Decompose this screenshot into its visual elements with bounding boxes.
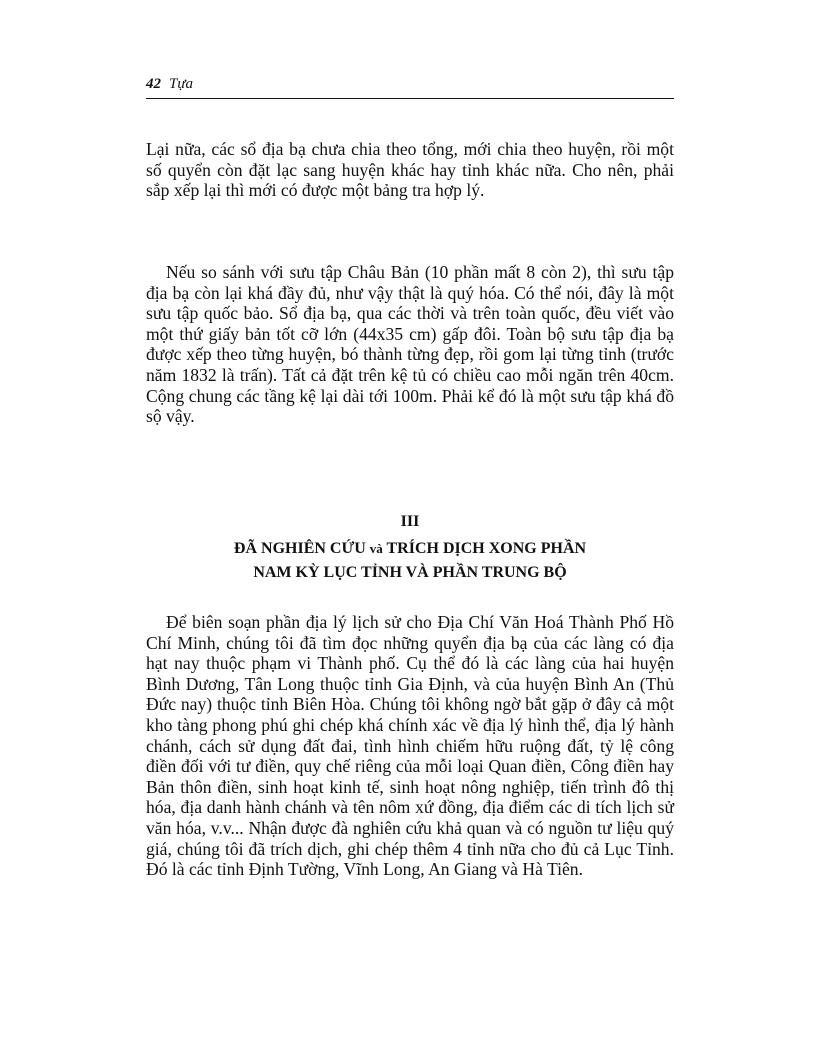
paragraph-2: Nếu so sánh với sưu tập Châu Bản (10 phần mất 8 còn 2), thì sưu tập địa bạ còn lại khá đầy đủ, như vậy thật là quý hóa. Có thể nói, đây là một sưu tập quốc bảo. Sổ địa bạ, qua các thời và trên toàn quốc, đều viết vào một thứ giấy bản tốt cỡ lớn (44x35 cm) gấp đôi. Toàn bộ sưu tập địa bạ được xếp theo từng huyện, bó thành từng đẹp, rồi gom lại từng tỉnh (trước năm 1832 là trấn). Tất cả đặt trên kệ tủ có chiều cao mỗi ngăn trên 40cm. Cộng chung các tầng kệ lại dài tới 100m. Phải kể đó là một sưu tập khá đồ sộ vậy. bbox=[146, 262, 674, 427]
section-heading bbox=[146, 510, 674, 585]
paragraph-3: Để biên soạn phần địa lý lịch sử cho Địa Chí Văn Hoá Thành Phố Hồ Chí Minh, chúng tôi đã tìm đọc những quyển địa bạ của các làng có địa hạt nay thuộc phạm vi Thành phố. Cụ thể đó là các làng của hai huyện Bình Dương, Tân Long thuộc tỉnh Gia Định, và của huyện Bình An (Thủ Đức nay) thuộc tỉnh Biên Hòa. Chúng tôi không ngờ bắt gặp ở đây cả một kho tàng phong phú ghi chép khá chính xác về địa lý hình thể, địa lý hành chánh, cách sử dụng đất đai, tình hình chiếm hữu ruộng đất, tỷ lệ công điền đối với tư điền, quy chế riêng của mỗi loại Quan điền, Công điền hay Bản thôn điền, sinh hoạt kinh tế, sinh hoạt nông nghiệp, tiến trình đô thị hóa, địa danh hành chánh và tên nôm xứ đồng, địa điểm các di tích lịch sử văn hóa, v.v... Nhận được đà nghiên cứu khả quan và có nguồn tư liệu quý giá, chúng tôi đã trích dịch, ghi chép thêm 4 tỉnh nữa cho đủ cả Lục Tỉnh. Đó là các tỉnh Định Tường, Vĩnh Long, An Giang và Hà Tiên. bbox=[146, 612, 674, 880]
running-title: Tựa bbox=[169, 76, 194, 92]
page-number: 42 bbox=[146, 76, 161, 92]
section-title-line-2: NAM KỲ LỤC TỈNH VÀ PHẦN TRUNG BỘ bbox=[253, 564, 567, 581]
section-title-line-1 bbox=[146, 537, 674, 561]
section-number: III bbox=[400, 513, 420, 530]
section-title-part-1: ĐÃ NGHIÊN CỨU bbox=[233, 540, 366, 557]
section-title-conjunction: và bbox=[369, 541, 383, 556]
running-header bbox=[146, 76, 674, 99]
paragraph-1: Lại nữa, các sổ địa bạ chưa chia theo tổng, mới chia theo huyện, rồi một số quyển còn đặt lạc sang huyện khác hay tỉnh khác nữa. Cho nên, phải sắp xếp lại thì mới có được một bảng tra hợp lý. bbox=[146, 139, 674, 201]
book-page bbox=[146, 0, 674, 1056]
section-title-part-2: TRÍCH DỊCH XONG PHẦN bbox=[386, 540, 587, 557]
